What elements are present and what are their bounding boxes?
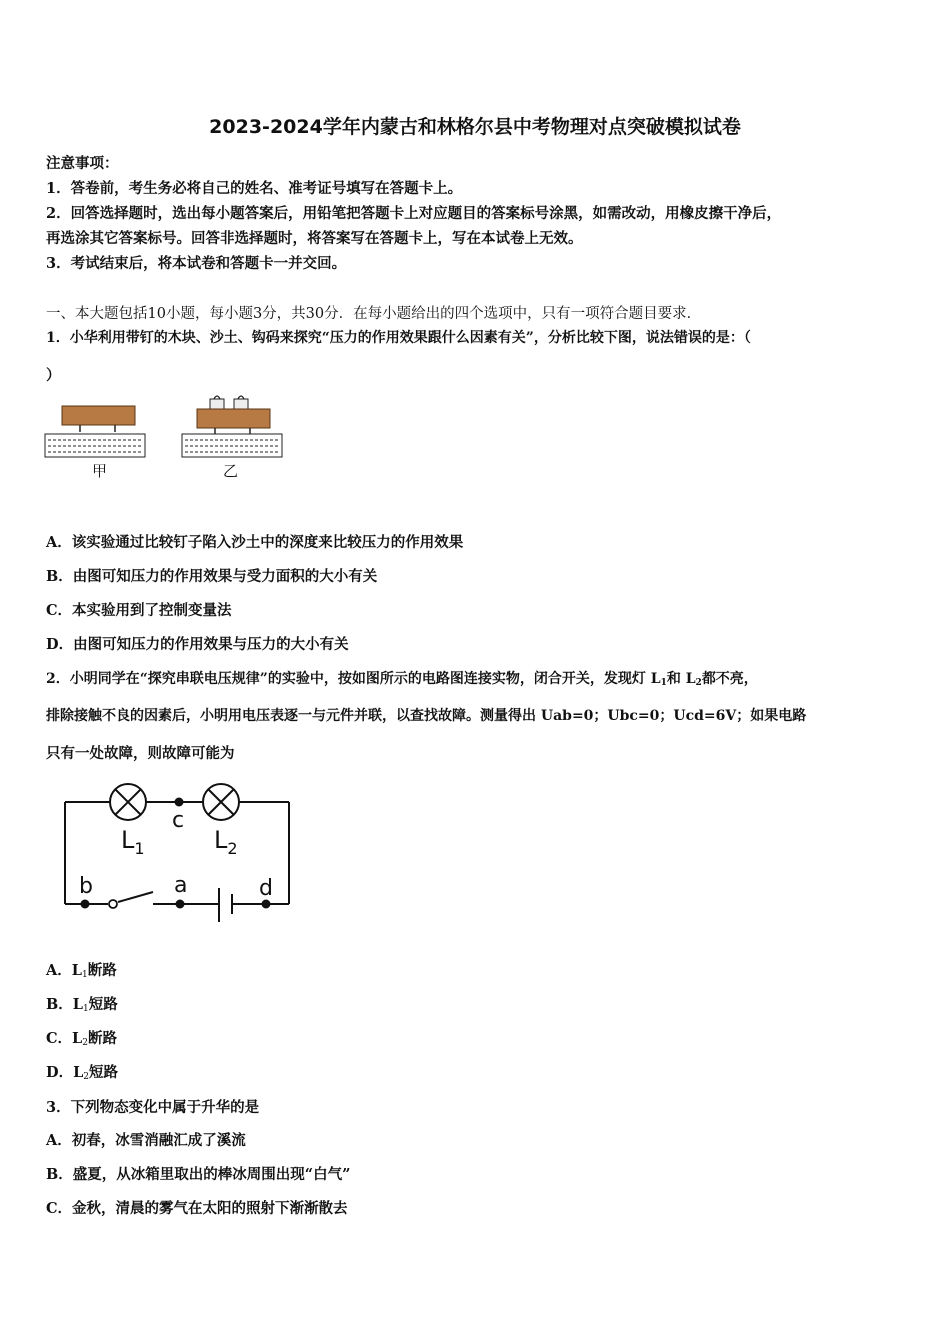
option-label: D． xyxy=(46,636,74,653)
notice-item: 1．答卷前，考生务必将自己的姓名、准考证号填写在答题卡上。 xyxy=(46,180,463,197)
option-label: C． xyxy=(46,1200,73,1217)
fig-label-yi: 乙 xyxy=(223,462,239,480)
option-text: 短路 xyxy=(88,996,118,1013)
q1-stem: 1．小华利用带钉的木块、沙土、钩码来探究“压力的作用效果跟什么因素有关”，分析比较下图，说法错误的是：（ xyxy=(46,330,751,346)
wood-block xyxy=(197,409,270,428)
label-d: d xyxy=(259,876,273,901)
q2-option-c: C．$L_2$断路 xyxy=(46,1030,117,1048)
lamp-l2 xyxy=(203,784,239,820)
option-text: 由图可知压力的作用效果与受力面积的大小有关 xyxy=(72,568,378,585)
q3-option-a xyxy=(46,1129,246,1150)
option-text: 该实验通过比较钉子陷入沙土中的深度来比较压力的作用效果 xyxy=(71,534,464,551)
q1-option-c xyxy=(46,599,232,620)
q2-stem: 只有一处故障，则故障可能为 xyxy=(46,745,235,762)
option-label: A． xyxy=(46,1132,72,1149)
option-text: 断路 xyxy=(87,962,117,979)
option-text: 金秋，清晨的雾气在太阳的照射下渐渐散去 xyxy=(72,1200,348,1217)
figure-jia xyxy=(45,406,145,480)
battery-symbol xyxy=(219,888,232,922)
option-label: D． xyxy=(46,1064,74,1081)
q2-stem: 排除接触不良的因素后，小明用电压表逐一与元件并联，以查找故障。测量得出 Uab=0；Ubc=0；Ucd=6V；如果电路 xyxy=(46,708,807,724)
q2-option-a: A．$L_1$断路 xyxy=(46,962,117,980)
q1-option-d xyxy=(46,633,349,654)
page-title: 2023-2024学年内蒙古和林格尔县中考物理对点突破模拟试卷 xyxy=(209,116,741,138)
option-label: C． xyxy=(46,1030,73,1047)
section-heading: 一、本大题包括10小题，每小题3分，共30分．在每小题给出的四个选项中，只有一项符合题目要求． xyxy=(46,306,702,322)
node-a xyxy=(176,900,185,909)
q1-stem-end: ） xyxy=(46,367,61,384)
option-text: 短路 xyxy=(89,1064,119,1081)
option-label: B． xyxy=(46,1166,73,1183)
subscript: 2 xyxy=(695,678,702,688)
option-text: 断路 xyxy=(87,1030,117,1047)
option-text: 盛夏，从冰箱里取出的棒冰周围出现“白气” xyxy=(72,1166,351,1183)
option-text: 本实验用到了控制变量法 xyxy=(72,602,232,619)
option-label: B． xyxy=(46,996,73,1013)
label-a: a xyxy=(174,873,188,898)
q1-figure xyxy=(40,388,300,488)
notice-item: 2．回答选择题时，选出每小题答案后，用铅笔把答题卡上对应题目的答案标号涂黑，如需改动，用橡皮擦干净后， xyxy=(46,205,782,222)
label-c: c xyxy=(172,808,185,833)
q1-option-b xyxy=(46,565,377,586)
q2-stem-part: 都不亮， xyxy=(701,671,758,687)
option-text: 初春，冰雪消融汇成了溪流 xyxy=(71,1132,246,1149)
q1-option-a xyxy=(46,531,463,552)
wood-block xyxy=(62,406,135,425)
fig-label-jia: 甲 xyxy=(92,462,108,480)
notice-heading: 注意事项： xyxy=(46,155,119,172)
option-label: C． xyxy=(46,602,73,619)
option-label: B． xyxy=(46,568,73,585)
q2-option-d: D．$L_2$短路 xyxy=(46,1064,119,1082)
q2-stem xyxy=(46,668,758,688)
node-b xyxy=(81,900,90,909)
hook-weight xyxy=(210,399,224,409)
notice-item: 再选涂其它答案标号。回答非选择题时，将答案写在答题卡上，写在本试卷上无效。 xyxy=(46,230,583,247)
notice-item: 3．考试结束后，将本试卷和答题卡一并交回。 xyxy=(46,255,347,272)
option-text: 由图可知压力的作用效果与压力的大小有关 xyxy=(73,636,349,653)
option-label: A． xyxy=(46,534,72,551)
q2-circuit xyxy=(55,780,305,930)
node-c xyxy=(175,798,184,807)
option-label: A． xyxy=(46,962,72,979)
subscript: 1 xyxy=(660,678,667,688)
label-l2: $L_2$ xyxy=(214,826,238,858)
label-l1: $L_1$ xyxy=(121,826,145,858)
q2-stem-part: 和 L xyxy=(666,671,696,687)
hook-weight xyxy=(234,399,248,409)
switch-pivot xyxy=(109,900,117,908)
figure-yi xyxy=(182,396,282,480)
lamp-l1 xyxy=(110,784,146,820)
q2-option-b: B．$L_1$短路 xyxy=(46,996,118,1014)
label-b: b xyxy=(79,874,93,899)
q2-stem-part: 2．小明同学在“探究串联电压规律”的实验中，按如图所示的电路图连接实物，闭合开关，发现灯 L xyxy=(46,671,661,687)
q3-option-b xyxy=(46,1163,350,1184)
q3-stem: 3．下列物态变化中属于升华的是 xyxy=(46,1099,260,1116)
q3-option-c xyxy=(46,1197,348,1218)
